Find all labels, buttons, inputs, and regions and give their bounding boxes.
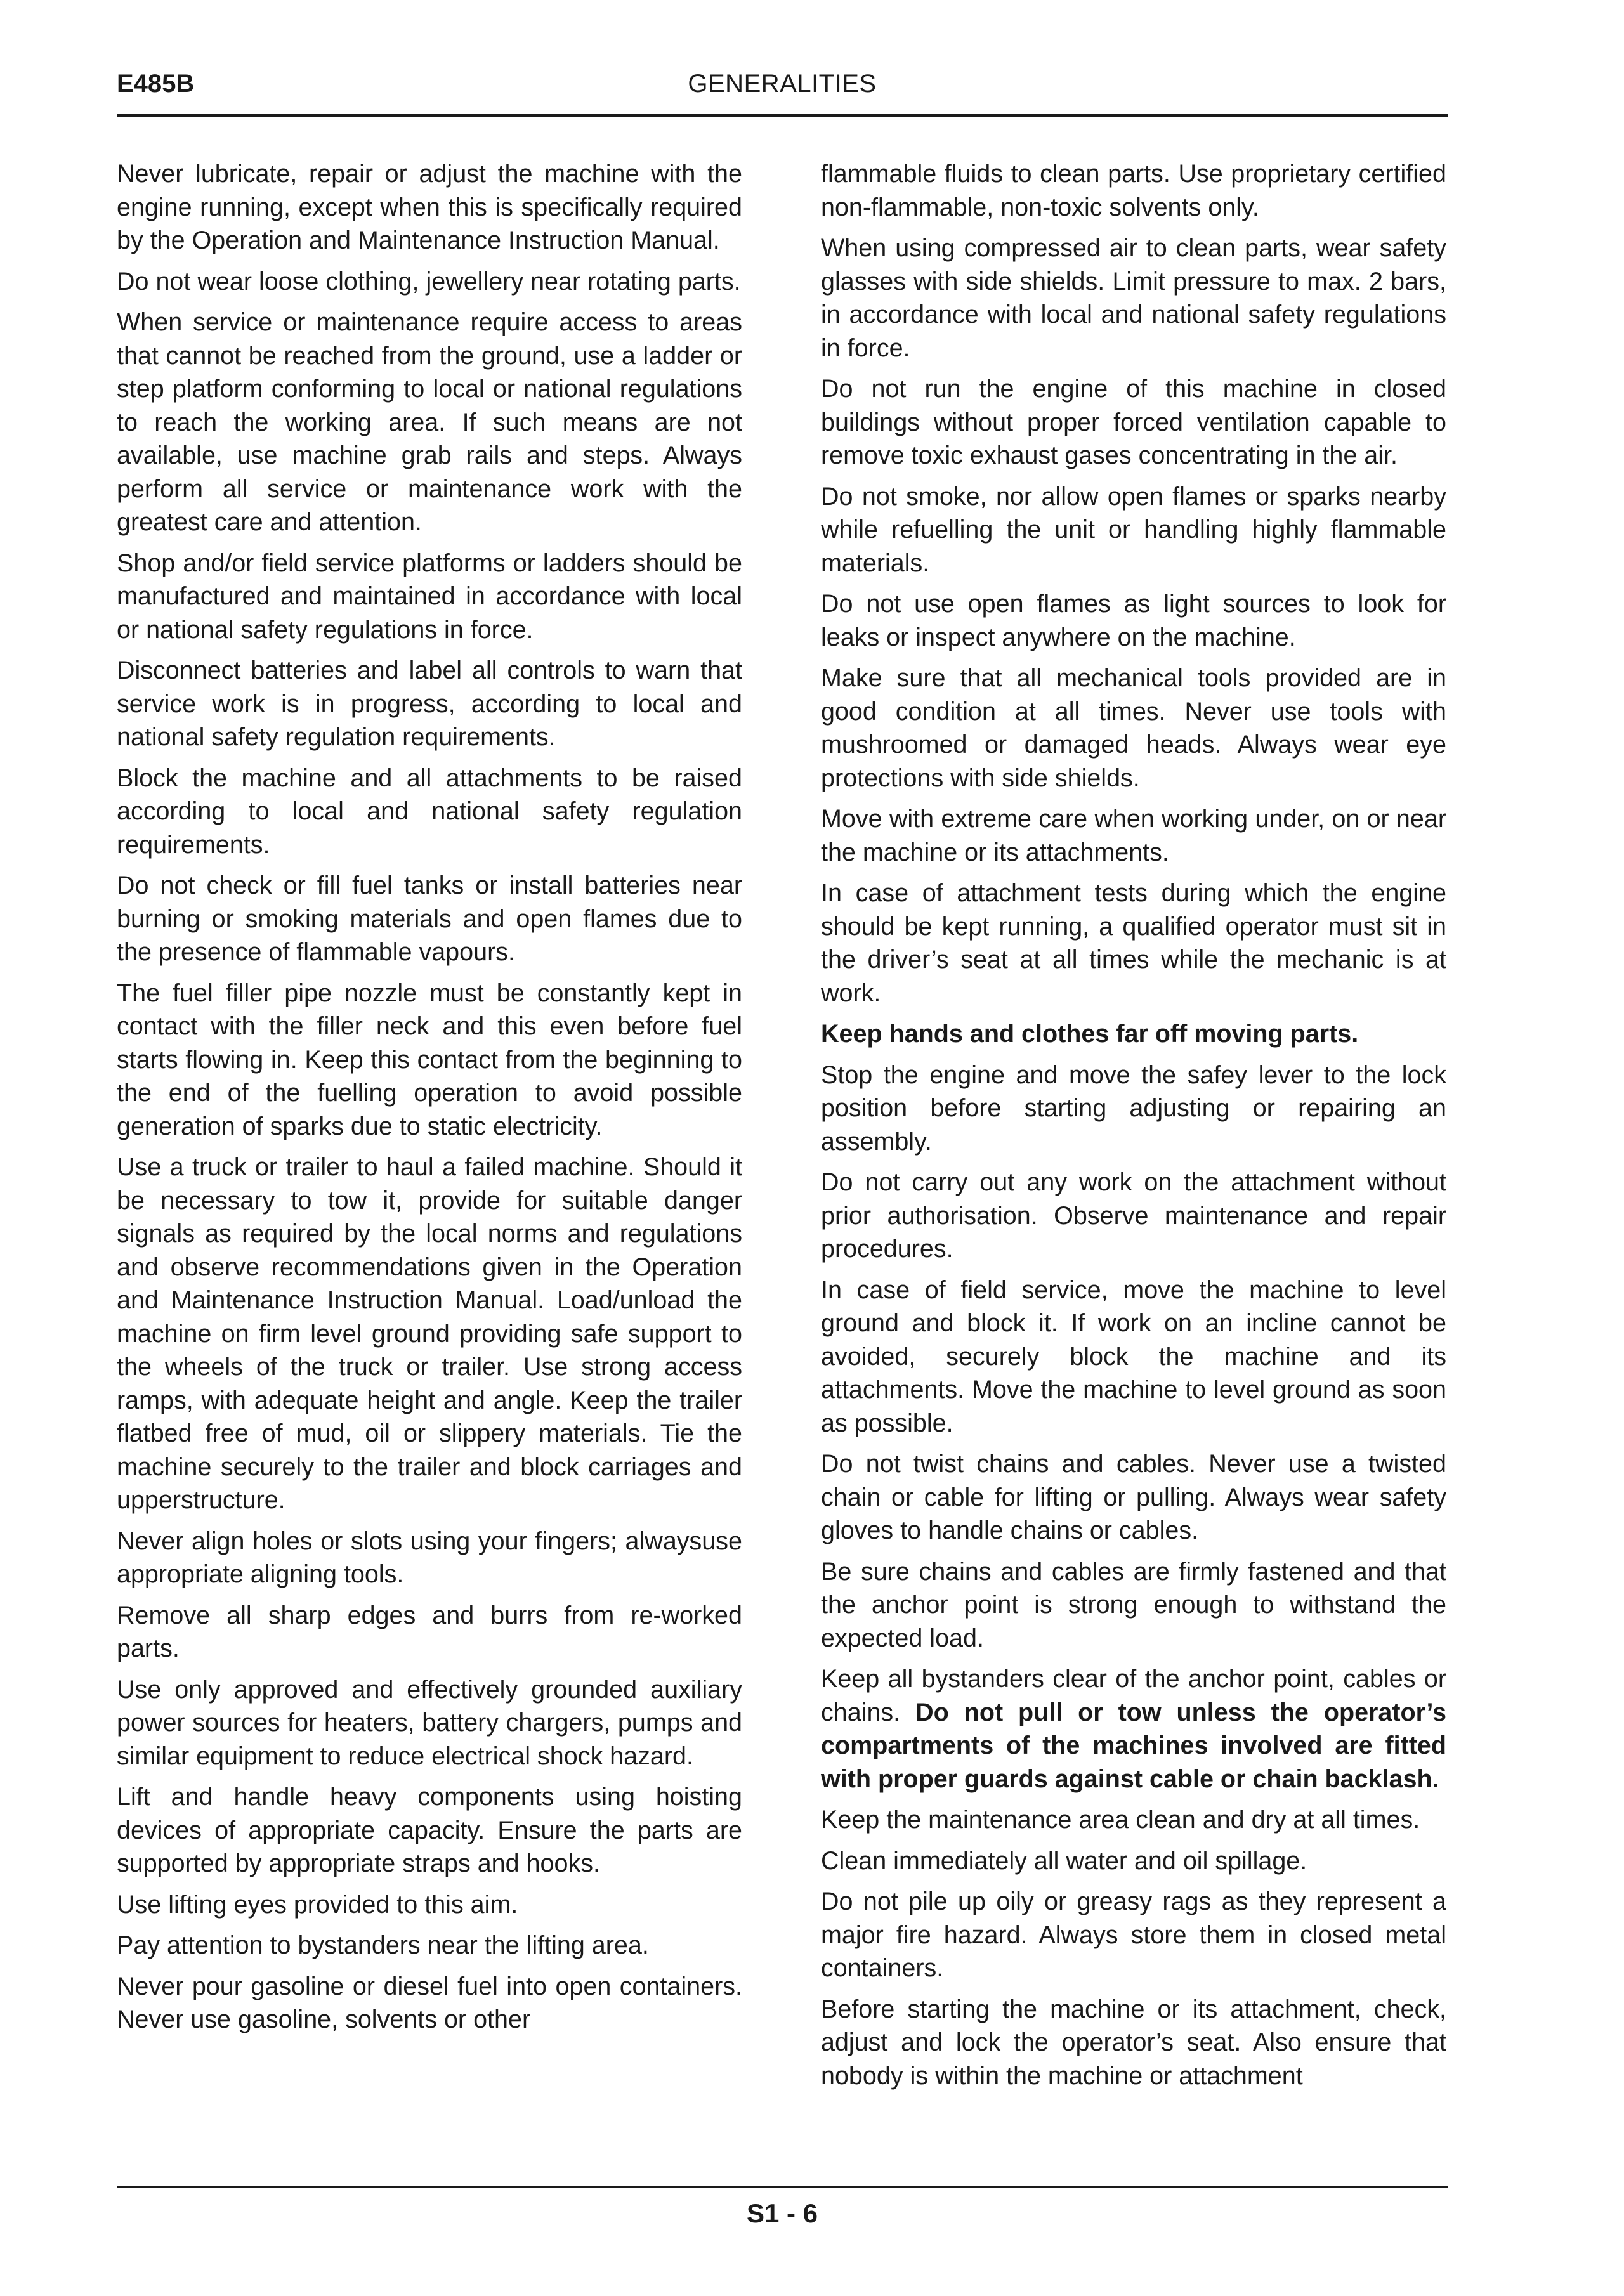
- paragraph: Do not pile up oily or greasy rags as they represent a major fire hazard. Always store them in closed metal containers.: [821, 1888, 1446, 1982]
- paragraph: [821, 1662, 1446, 1796]
- paragraph: Do not carry out any work on the attachment without prior authorisation. Observe maintenance and repair procedures.: [821, 1168, 1446, 1263]
- paragraph: Pay attention to bystanders near the lifting area.: [117, 1931, 649, 1959]
- paragraph: In case of field service, move the machine to level ground and block it. If work on an incline cannot be avoided, securely block the machine and its attachments. Move the machine to level ground as soon as possible.: [821, 1275, 1446, 1437]
- paragraph: Lift and handle heavy components using hoisting devices of appropriate capacity. Ensure the parts are supported by appropriate straps and hooks.: [117, 1783, 742, 1877]
- bold-warning: Keep hands and clothes far off moving parts.: [821, 1020, 1359, 1048]
- paragraph: Move with extreme care when working under, on or near the machine or its attachments.: [821, 805, 1446, 866]
- paragraph: Shop and/or field service platforms or ladders should be manufactured and maintained in accordance with local or national safety regulations in force.: [117, 549, 742, 644]
- paragraph: Never align holes or slots using your fingers; alwaysuse appropriate aligning tools.: [117, 1527, 742, 1588]
- paragraph: Use a truck or trailer to haul a failed machine. Should it be necessary to tow it, provide for suitable danger signals as required by the local norms and regulations and observe recommendations given in the Operation and Maintenance Instruction Manual. Load/unload the machine on firm level ground providing safe support to the wheels of the truck or trailer. Use strong access ramps, with adequate height and angle. Keep the trailer flatbed free of mud, oil or slippery materials. Tie the machine securely to the trailer and block carriages and upperstructure.: [117, 1153, 742, 1514]
- footer-rule: [117, 2186, 1448, 2188]
- paragraph: Do not check or fill fuel tanks or install batteries near burning or smoking materials and open flames due to the presence of flammable vapours.: [117, 871, 742, 966]
- paragraph: Do not run the engine of this machine in closed buildings without proper forced ventilation capable to remove toxic exhaust gases concentrating in the air.: [821, 375, 1446, 469]
- paragraph: When using compressed air to clean parts, wear safety glasses with side shields. Limit pressure to max. 2 bars, in accordance with local and national safety regulations in force.: [821, 234, 1446, 362]
- paragraph-lead: Keep all bystanders clear of the anchor point, cables or chains.: [821, 1665, 1446, 1726]
- bold-warning: Do not pull or tow unless the operator’s compartments of the machines involved are fitted with proper guards against cable or chain backlash.: [821, 1698, 1446, 1793]
- paragraph: Never pour gasoline or diesel fuel into open containers. Never use gasoline, solvents or other: [117, 1972, 742, 2033]
- paragraph: The fuel filler pipe nozzle must be constantly kept in contact with the filler neck and this even before fuel starts flowing in. Keep this contact from the beginning to the end of the fuelling operation to avoid possible generation of sparks due to static electricity.: [117, 979, 742, 1140]
- paragraph: In case of attachment tests during which the engine should be kept running, a qualified operator must sit in the driver’s seat at all times while the mechanic is at work.: [821, 879, 1446, 1007]
- paragraph: Use lifting eyes provided to this aim.: [117, 1890, 518, 1919]
- paragraph: Remove all sharp edges and burrs from re-worked parts.: [117, 1601, 742, 1662]
- header-rule: [117, 114, 1448, 117]
- page-number: S1 - 6: [746, 2198, 818, 2228]
- page-header: [117, 66, 1448, 104]
- paragraph: Never lubricate, repair or adjust the machine with the engine running, except when this is specifically required by the Operation and Maintenance Instruction Manual.: [117, 160, 742, 254]
- paragraph: Do not smoke, nor allow open flames or sparks nearby while refuelling the unit or handling highly flammable materials.: [821, 482, 1446, 577]
- paragraph: Use only approved and effectively grounded auxiliary power sources for heaters, battery chargers, pumps and similar equipment to reduce electrical shock hazard.: [117, 1675, 742, 1770]
- left-column: [117, 157, 742, 2044]
- paragraph: Stop the engine and move the safey lever to the lock position before starting adjusting or repairing an assembly.: [821, 1060, 1446, 1156]
- paragraph: When service or maintenance require access to areas that cannot be reached from the ground, use a ladder or step platform conforming to local or national regulations to reach the working area. If such means are not available, use machine grab rails and steps. Always perform all service or maintenance work with the greatest care and attention.: [117, 308, 742, 536]
- paragraph: Do not wear loose clothing, jewellery near rotating parts.: [117, 267, 741, 296]
- model-code: E485B: [117, 70, 195, 98]
- right-column: [821, 157, 1446, 2100]
- paragraph: Block the machine and all attachments to be raised according to local and national safety regulation requirements.: [117, 764, 742, 859]
- paragraph: Clean immediately all water and oil spillage.: [821, 1846, 1307, 1875]
- section-title: GENERALITIES: [688, 70, 877, 98]
- paragraph: Do not twist chains and cables. Never use a twisted chain or cable for lifting or pulling. Always wear safety gloves to handle chains or cables.: [821, 1450, 1446, 1544]
- paragraph: Disconnect batteries and label all controls to warn that service work is in progress, according to local and national safety regulation requirements.: [117, 656, 742, 751]
- paragraph: flammable fluids to clean parts. Use proprietary certified non-flammable, non-toxic solvents only.: [821, 160, 1446, 221]
- paragraph: Before starting the machine or its attachment, check, adjust and lock the operator’s seat. Also ensure that nobody is within the machine or attachment: [821, 1995, 1446, 2090]
- paragraph: Do not use open flames as light sources to look for leaks or inspect anywhere on the machine.: [821, 590, 1446, 651]
- paragraph: Keep the maintenance area clean and dry at all times.: [821, 1806, 1420, 1834]
- paragraph: Make sure that all mechanical tools provided are in good condition at all times. Never use tools with mushroomed or damaged heads. Always wear eye protections with side shields.: [821, 664, 1446, 792]
- paragraph: Be sure chains and cables are firmly fastened and that the anchor point is strong enough to withstand the expected load.: [821, 1557, 1446, 1652]
